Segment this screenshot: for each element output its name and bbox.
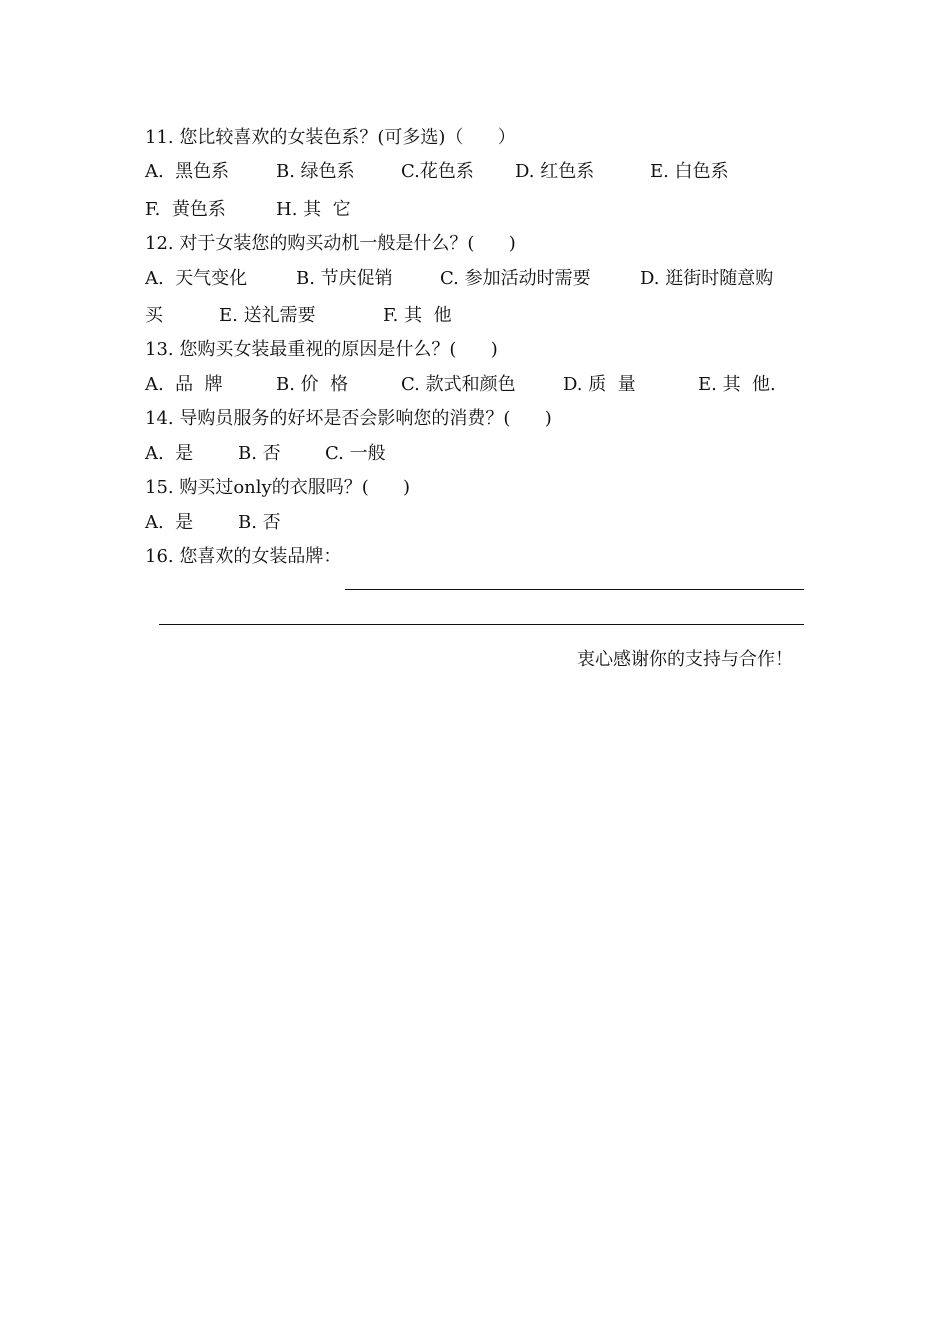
q14-option-c: C. 一般 [325,443,386,464]
q12-option-b: B. 节庆促销 [296,268,393,289]
q14-option-b: B. 否 [238,443,281,464]
q11-option-h: H. 其 它 [276,199,351,220]
q13-option-a: A. 品 牌 [145,374,223,395]
question-15: 15. 购买过only的衣服吗？( ) [145,477,411,498]
q12-option-c: C. 参加活动时需要 [440,268,591,289]
question-12: 12. 对于女装您的购买动机一般是什么？( ) [145,233,516,254]
q13-option-e: E. 其 他. [698,374,776,395]
q11-option-c: C.花色系 [401,161,474,182]
q12-option-e: E. 送礼需要 [219,305,316,326]
q13-option-b: B. 价 格 [276,374,349,395]
q12-option-a: A. 天气变化 [145,268,248,289]
question-16: 16. 您喜欢的女装品牌： [145,546,342,567]
q14-option-a: A. 是 [145,443,194,464]
question-11: 11. 您比较喜欢的女装色系？(可多选)（ ） [145,127,516,148]
question-14: 14. 导购员服务的好坏是否会影响您的消费？( ) [145,408,552,429]
q16-answer-line-1 [345,589,804,590]
q15-option-b: B. 否 [238,512,281,533]
q13-option-c: C. 款式和颜色 [401,374,516,395]
q11-option-d: D. 红色系 [515,161,595,182]
q16-answer-line-2 [159,624,804,625]
q13-option-d: D. 质 量 [563,374,636,395]
closing-thanks: 衷心感谢你的支持与合作！ [577,649,793,670]
question-13: 13. 您购买女装最重视的原因是什么？( ) [145,339,498,360]
q12-option-d-continued: 买 [145,305,163,326]
q12-option-d: D. 逛街时随意购 [640,268,774,289]
q11-option-e: E. 白色系 [650,161,729,182]
q15-option-a: A. 是 [145,512,194,533]
q11-option-a: A. 黑色系 [145,161,230,182]
q12-option-f: F. 其 他 [383,305,452,326]
q11-option-b: B. 绿色系 [276,161,355,182]
q11-option-f: F. 黄色系 [145,199,226,220]
